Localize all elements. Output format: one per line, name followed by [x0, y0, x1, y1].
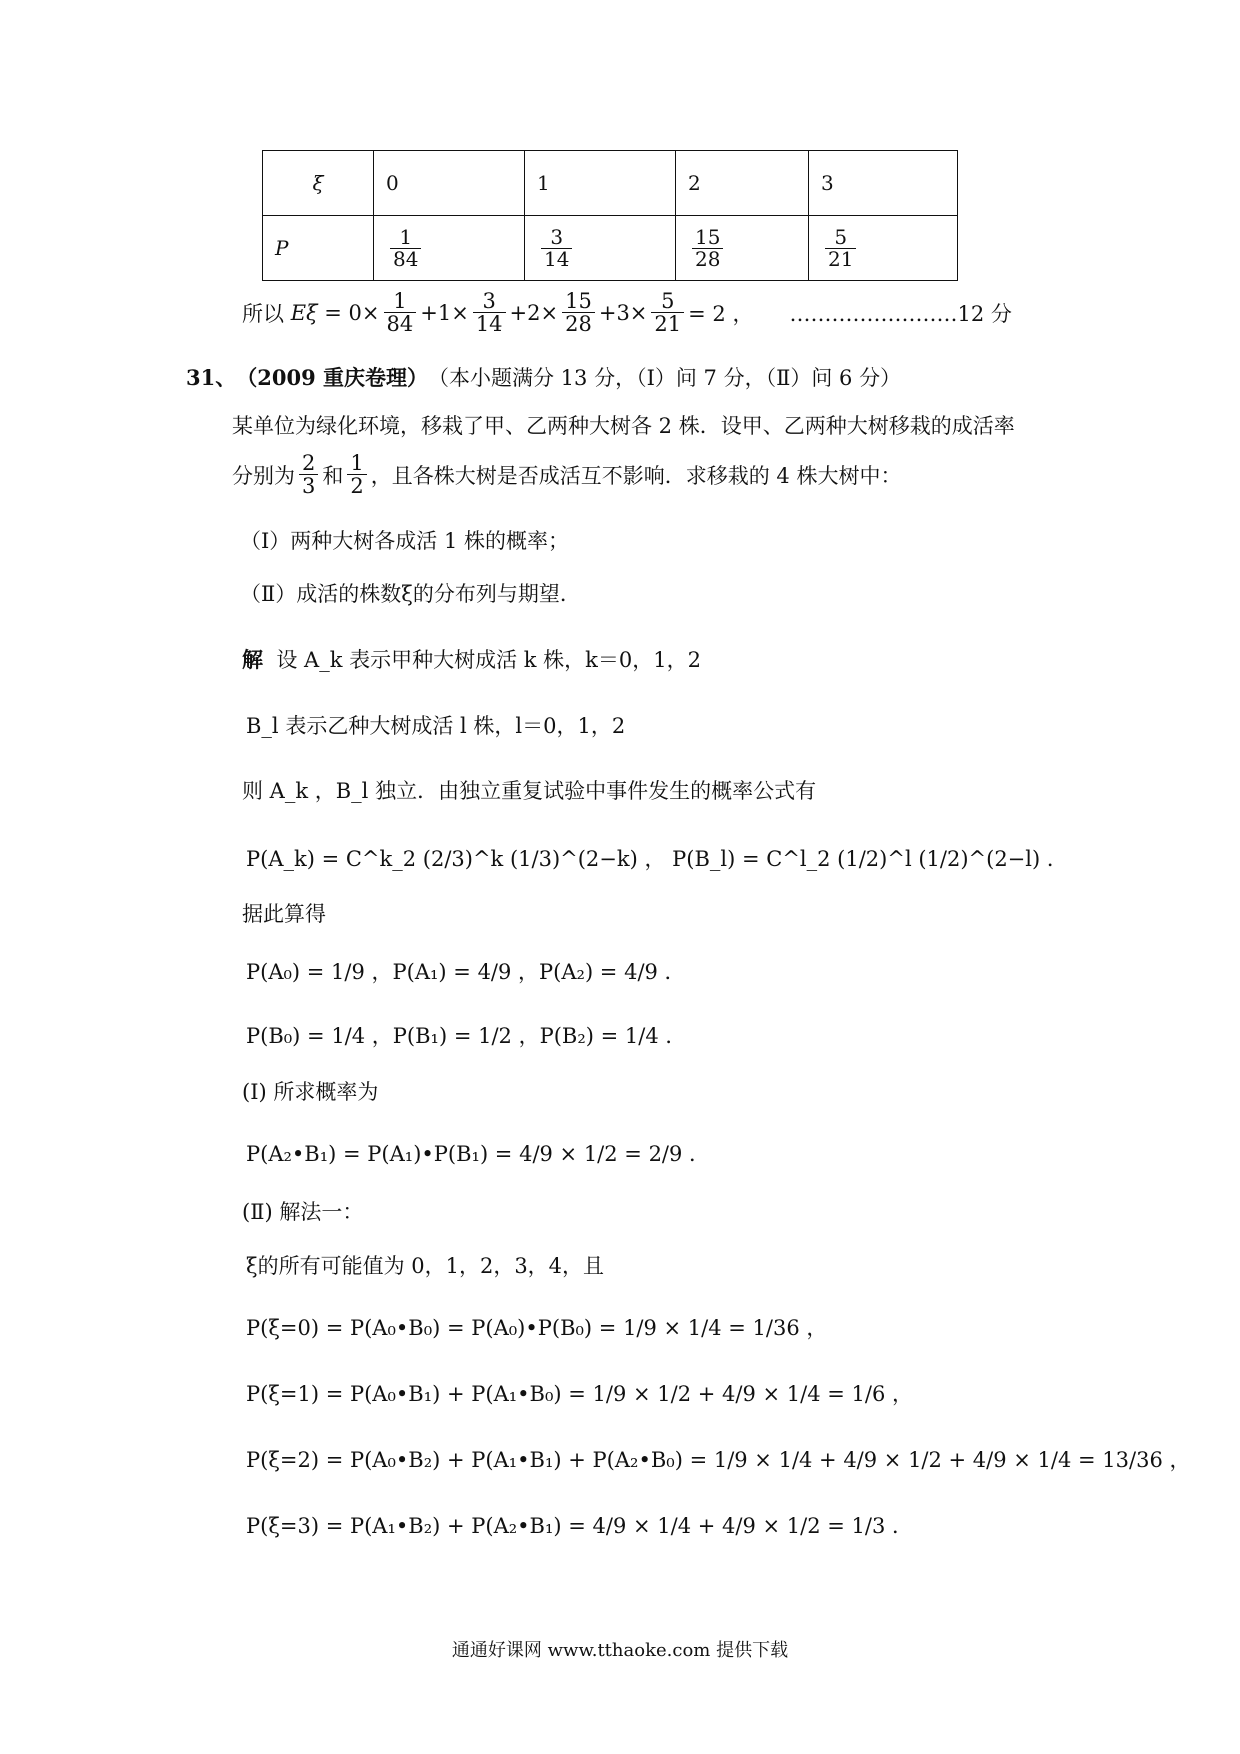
p-xi-3: P(ξ=3) = P(A₁•B₂) + P(A₂•B₁) = 4/9 × 1/4 + 4/9 × 1/2 = 1/3 ．	[246, 1514, 913, 1538]
question-2: （Ⅱ）成活的株数ξ的分布列与期望．	[240, 582, 581, 606]
expectation-line: 所以 Eξ = 0× $\frac{1}{84}$ +1× $\frac{3}{14}$ +2× $\frac{15}{28}$ +3× $\frac{5}{21}$ = 2 ， ……………………12 分	[242, 289, 1012, 337]
page-footer: 通通好课网 www.tthaoke.com 提供下载	[451, 1640, 789, 1661]
solution-line-4: 据此算得	[242, 902, 326, 926]
pb-values: P(B₀) = 1/4 ，P(B₁) = 1/2 ，P(B₂) = 1/4 ．	[246, 1024, 687, 1048]
p-cell: $\frac{3}{14}$	[525, 216, 676, 281]
p-cell: $\frac{1}{84}$	[374, 216, 525, 281]
score-note: （本小题满分 13 分，（Ⅰ）问 7 分，（Ⅱ）问 6 分）	[428, 366, 902, 390]
problem-statement-1: 某单位为绿化环境，移栽了甲、乙两种大树各 2 株．设甲、乙两种大树移栽的成活率	[232, 414, 1015, 438]
p-header: P	[263, 216, 374, 281]
xi-cell: 0	[374, 151, 525, 216]
part1-label: (Ⅰ) 所求概率为	[242, 1080, 379, 1104]
distribution-table	[262, 150, 958, 281]
part2-label: (Ⅱ) 解法一：	[242, 1200, 364, 1224]
solution-line-1: 解 设 A_k 表示甲种大树成活 k 株，k＝0，1，2	[242, 644, 701, 674]
solution-label: 解	[242, 647, 263, 672]
xi-cell: 2	[676, 151, 809, 216]
p-xi-0: P(ξ=0) = P(A₀•B₀) = P(A₀)•P(B₀) = 1/9 × 1/4 = 1/36 ，	[246, 1316, 828, 1340]
p-cell: $\frac{5}{21}$	[809, 216, 958, 281]
part1-formula: P(A₂•B₁) = P(A₁)•P(B₁) = 4/9 × 1/2 = 2/9 ．	[246, 1142, 711, 1166]
table-row-xi	[263, 151, 958, 216]
question-1: （Ⅰ）两种大树各成活 1 株的概率；	[240, 529, 570, 553]
pa-values: P(A₀) = 1/9 ，P(A₁) = 4/9 ，P(A₂) = 4/9 ．	[246, 960, 686, 984]
problem-statement-2: 分别为 $\frac{2}{3}$ 和 $\frac{1}{2}$ ，且各株大树是否成活互不影响．求移栽的 4 株大树中：	[232, 451, 902, 499]
xi-cell: 1	[525, 151, 676, 216]
problem-source: （2009 重庆卷理）	[236, 365, 428, 390]
solution-line-2: B_l 表示乙种大树成活 l 株，l＝0，1，2	[246, 714, 626, 738]
score-dots: ……………………12 分	[789, 301, 1012, 326]
p-cell: $\frac{15}{28}$	[676, 216, 809, 281]
values-line: ξ的所有可能值为 0，1，2，3，4，且	[246, 1254, 605, 1278]
probability-formula: P(A_k) = C^k_2 (2/3)^k (1/3)^(2−k) ， P(B_l) = C^l_2 (1/2)^l (1/2)^(2−l) ．	[246, 847, 1068, 871]
table-row-p	[263, 216, 958, 281]
p-xi-2: P(ξ=2) = P(A₀•B₂) + P(A₁•B₁) + P(A₂•B₀) = 1/9 × 1/4 + 4/9 × 1/2 + 4/9 × 1/4 = 13/36 ，	[246, 1448, 1191, 1472]
problem-header	[186, 362, 901, 392]
xi-header: ξ	[263, 151, 374, 216]
problem-number: 31、	[186, 365, 237, 390]
p-xi-1: P(ξ=1) = P(A₀•B₁) + P(A₁•B₀) = 1/9 × 1/2 + 4/9 × 1/4 = 1/6 ，	[246, 1382, 913, 1406]
solution-line-3: 则 A_k ，B_l 独立．由独立重复试验中事件发生的概率公式有	[242, 779, 817, 803]
xi-cell: 3	[809, 151, 958, 216]
